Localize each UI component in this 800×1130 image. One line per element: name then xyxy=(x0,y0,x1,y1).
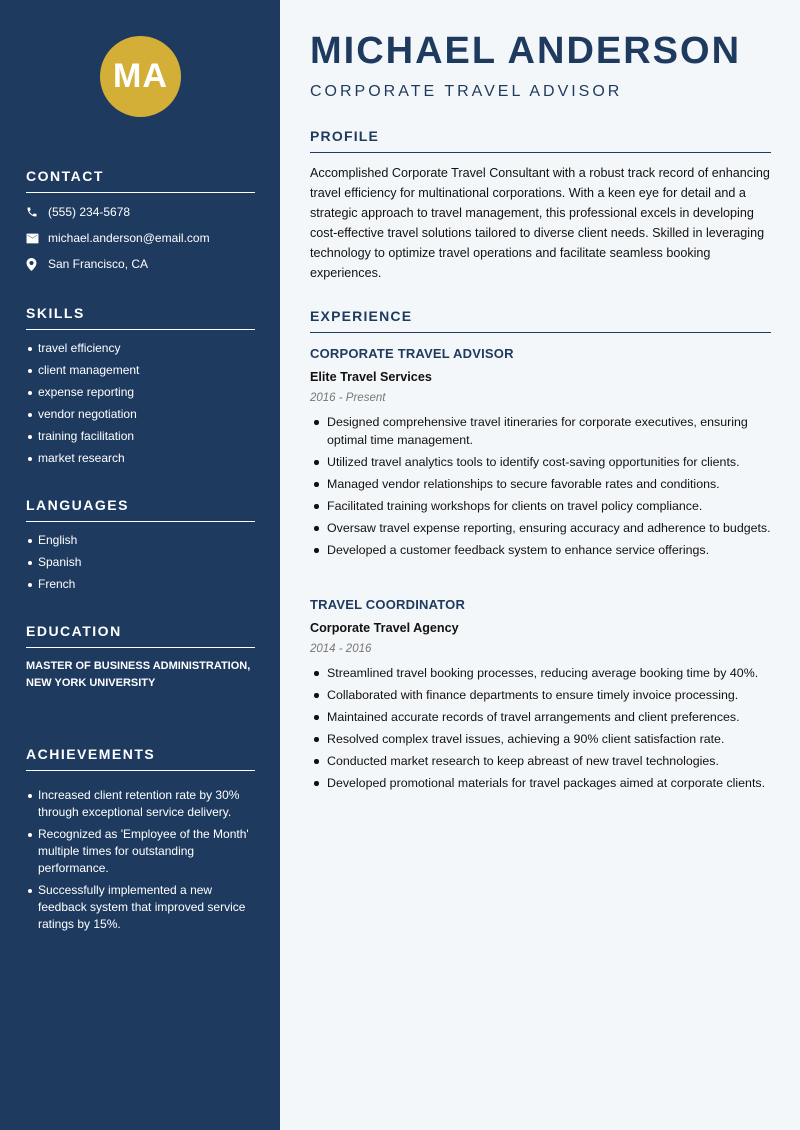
mail-icon xyxy=(26,231,48,245)
phone-icon xyxy=(26,205,48,219)
education-section xyxy=(26,623,255,692)
skill-item: expense reporting xyxy=(26,384,255,401)
language-item: French xyxy=(26,576,255,593)
sidebar xyxy=(0,0,280,1130)
profile-heading: PROFILE xyxy=(310,128,771,153)
job-title: CORPORATE TRAVEL ADVISOR xyxy=(310,346,514,361)
skill-item: travel efficiency xyxy=(26,340,255,357)
job-bullet: Developed a customer feedback system to enhance service offerings. xyxy=(310,541,771,559)
location-pin-icon xyxy=(26,257,48,271)
candidate-name: MICHAEL ANDERSON xyxy=(310,30,742,72)
job-entry xyxy=(310,597,771,796)
contact-location-row xyxy=(26,251,255,277)
job-bullets xyxy=(310,413,771,559)
profile-text: Accomplished Corporate Travel Consultant with a robust track record of enhancing travel efficiency for multinational corporations. With a keen eye for detail and a strategic approach to travel management, this professional excels in developing cost-effective travel solutions tailored to diverse client needs. Skilled in leveraging technology to optimize travel operations and facilitate seamless booking experiences. xyxy=(310,166,770,280)
experience-heading: EXPERIENCE xyxy=(310,308,771,333)
job-bullet: Collaborated with finance departments to ensure timely invoice processing. xyxy=(310,686,771,704)
languages-heading: LANGUAGES xyxy=(26,497,255,522)
achievements-section xyxy=(26,746,255,938)
contact-phone-row xyxy=(26,199,255,225)
achievement-item: Successfully implemented a new feedback system that improved service ratings by 15%. xyxy=(26,882,255,933)
job-bullet: Developed promotional materials for travel packages aimed at corporate clients. xyxy=(310,774,771,792)
job-company: Elite Travel Services xyxy=(310,370,432,384)
candidate-role: CORPORATE TRAVEL ADVISOR xyxy=(310,83,623,100)
job-bullet: Utilized travel analytics tools to identify cost-saving opportunities for clients. xyxy=(310,453,771,471)
education-heading: EDUCATION xyxy=(26,623,255,648)
languages-section xyxy=(26,497,255,598)
languages-list xyxy=(26,532,255,593)
achievements-list xyxy=(26,787,255,933)
contact-section xyxy=(26,168,255,277)
achievement-item: Increased client retention rate by 30% through exceptional service delivery. xyxy=(26,787,255,821)
skills-heading: SKILLS xyxy=(26,305,255,330)
avatar: MA xyxy=(100,36,181,117)
contact-email[interactable]: michael.anderson@email.com xyxy=(48,231,210,245)
skills-section xyxy=(26,305,255,472)
job-bullet: Resolved complex travel issues, achieving a 90% client satisfaction rate. xyxy=(310,730,771,748)
language-item: English xyxy=(26,532,255,549)
contact-location: San Francisco, CA xyxy=(48,257,149,271)
contact-phone[interactable]: (555) 234-5678 xyxy=(48,205,131,219)
skill-item: client management xyxy=(26,362,255,379)
education-degree: MASTER OF BUSINESS ADMINISTRATION, NEW YORK UNIVERSITY xyxy=(26,660,251,689)
job-bullet: Designed comprehensive travel itineraries for corporate executives, ensuring optimal time management. xyxy=(310,413,771,449)
language-item: Spanish xyxy=(26,554,255,571)
skills-list xyxy=(26,340,255,467)
job-company: Corporate Travel Agency xyxy=(310,621,459,635)
job-bullets xyxy=(310,664,771,792)
skill-item: vendor negotiation xyxy=(26,406,255,423)
job-dates: 2014 - 2016 xyxy=(310,643,372,655)
job-bullet: Maintained accurate records of travel arrangements and client preferences. xyxy=(310,708,771,726)
contact-email-row xyxy=(26,225,255,251)
skill-item: training facilitation xyxy=(26,428,255,445)
job-bullet: Managed vendor relationships to secure favorable rates and conditions. xyxy=(310,475,771,493)
job-bullet: Streamlined travel booking processes, reducing average booking time by 40%. xyxy=(310,664,771,682)
achievement-item: Recognized as 'Employee of the Month' multiple times for outstanding performance. xyxy=(26,826,255,877)
job-dates: 2016 - Present xyxy=(310,392,386,404)
job-bullet: Facilitated training workshops for clients on travel policy compliance. xyxy=(310,497,771,515)
contact-heading: CONTACT xyxy=(26,168,255,193)
achievements-heading: ACHIEVEMENTS xyxy=(26,746,255,771)
skill-item: market research xyxy=(26,450,255,467)
job-bullet: Oversaw travel expense reporting, ensuring accuracy and adherence to budgets. xyxy=(310,519,771,537)
job-entry xyxy=(310,346,771,563)
job-title: TRAVEL COORDINATOR xyxy=(310,597,466,612)
job-bullet: Conducted market research to keep abreast of new travel technologies. xyxy=(310,752,771,770)
